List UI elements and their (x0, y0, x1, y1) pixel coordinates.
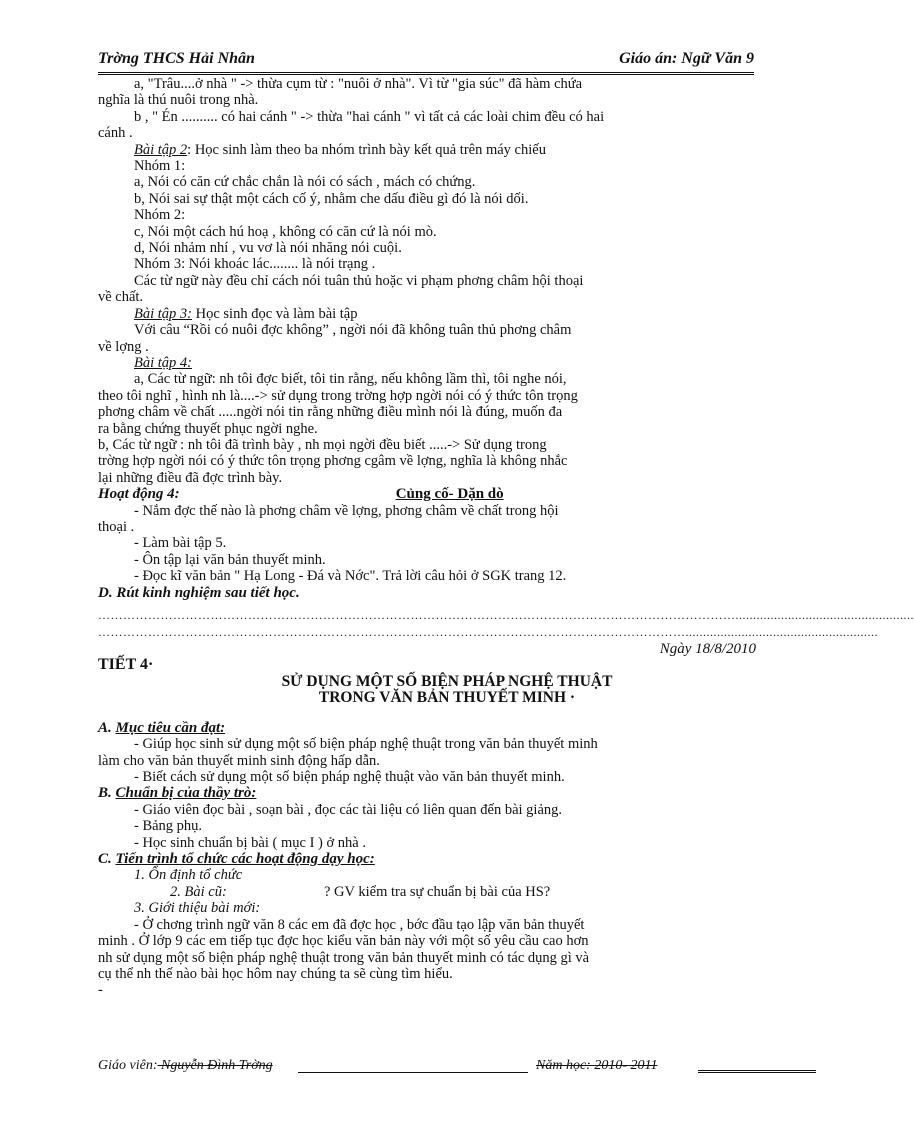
lesson-date: Ngày 18/8/2010 (659, 641, 756, 657)
text-line: về lợng . (98, 338, 149, 355)
text-line: theo tôi nghĩ , hình nh là....-> sử dụng trong trờng hợp ngời nói có ý thức tôn trọng (98, 387, 578, 404)
text-line: - Học sinh chuẩn bị bài ( mục I ) ở nhà . (134, 834, 366, 851)
lesson-title-line-2: TRONG VĂN BẢN THUYẾT MINH · (318, 688, 576, 706)
activity-4-title: Củng cố- Dặn dò (395, 486, 504, 503)
text-line: Các từ ngữ này đều chỉ cách nói tuân thủ hoặc vi phạm phơng châm hội thoại (134, 272, 584, 289)
exercise-2-text: : Học sinh làm theo ba nhóm trình bày kết quả trên máy chiếu (187, 141, 546, 158)
text-line: nh sử dụng một số biện pháp nghệ thuật trong văn bản thuyết minh có tác dụng gì và (98, 949, 590, 966)
text-line: phơng châm về chất .....ngời nói tin rằng những điều mình nói là đúng, muốn đa (98, 404, 563, 421)
text-line: b, Nói sai sự thật một cách cố ý, nhằm che dấu điều gì đó là nói dối. (134, 190, 529, 207)
activity-4 (98, 486, 756, 502)
text-line: - Nắm đợc thế nào là phơng châm về lợng, phơng châm về chất trong hội (134, 502, 559, 519)
activity-4-label: Hoạt động 4: (98, 486, 180, 503)
text-line: d, Nói nhảm nhí , vu vơ là nói nhăng nói cuội. (134, 240, 402, 257)
text-line: - Biết cách sử dụng một số biện pháp nghệ thuật vào văn bản thuyết minh. (134, 769, 565, 786)
text-line: cụ thể nh thế nào bài học hôm nay chúng ta sẽ cùng tìm hiểu. (98, 965, 453, 982)
text-line: Với câu “Rồi có nuôi đợc không” , ngời nói đã không tuân thủ phơng châm (134, 322, 572, 339)
section-b-title: Chuẩn bị của thầy trò: (115, 785, 257, 802)
text-line: lại những điều đã đợc trình bày. (98, 469, 283, 486)
exercise-2-label: Bài tập 2 (134, 141, 188, 158)
section-b-prefix: B. (98, 785, 116, 802)
teacher-name: Nguyễn Đình Trờng (157, 1058, 273, 1073)
exercise-3-label: Bài tập 3: (134, 305, 192, 322)
step-2 (98, 884, 756, 900)
text-line: về chất. (98, 289, 144, 306)
school-year (536, 1058, 657, 1074)
group-3-label: Nhóm 3: Nói khoác lác........ là nói trạng . (134, 256, 376, 273)
exercise-4-label: Bài tập 4: (134, 354, 192, 371)
footer-double-rule (698, 1070, 816, 1073)
section-b-heading (98, 785, 756, 801)
teacher-label: Giáo viên: (98, 1058, 158, 1073)
subject-label: Giáo án: Ngữ Văn 9 (619, 50, 754, 67)
text-line: - (98, 982, 103, 999)
dotted-line: ………………………………………………………………………………………………………………………………………................................................... (98, 608, 914, 622)
text-line: minh . Ở lớp 9 các em tiếp tục đợc học kiểu văn bản này với một số yêu cầu cao hơn (98, 933, 589, 950)
text-line: - Đọc kĩ văn bản " Hạ Long - Đá và Nớc". Trả lời câu hỏi ở SGK trang 12. (134, 568, 567, 585)
text-line: - Ở chơng trình ngữ văn 8 các em đã đợc học , bớc đầu tạo lập văn bản thuyết (134, 916, 585, 933)
step-1: 1. Ổn định tổ chức (134, 867, 243, 884)
teacher-info (98, 1058, 273, 1074)
section-a-prefix: A. (98, 719, 116, 736)
section-d-heading: D. Rút kinh nghiệm sau tiết học. (98, 584, 300, 601)
text-line: làm cho văn bản thuyết minh sinh động hấp dẫn. (98, 752, 380, 769)
text-line: thoại . (98, 518, 135, 535)
text-line: - Giáo viên đọc bài , soạn bài , đọc các tài liệu có liên quan đến bài giảng. (134, 801, 563, 818)
text-line: - Giúp học sinh sử dụng một số biện pháp nghệ thuật trong văn bản thuyết minh (134, 736, 598, 753)
year-label: Năm học: (536, 1058, 595, 1073)
text-line: a, Nói có căn cứ chắc chắn là nói có sách , mách có chứng. (134, 174, 476, 191)
text-line: ra bằng chứng thuyết phục ngời nghe. (98, 420, 318, 437)
document-body (98, 76, 914, 999)
page-header (98, 50, 754, 75)
page-footer (98, 1058, 816, 1080)
text-line: a, "Trâu....ở nhà " -> thừa cụm từ : "nuôi ở nhà". Vì từ "gia súc" đã hàm chứa (134, 76, 583, 92)
school-name: Trờng THCS Hải Nhân (98, 50, 255, 67)
section-c-prefix: C. (98, 851, 116, 868)
text-line: - Bảng phụ. (134, 818, 203, 835)
lesson-number: TIẾT 4· (98, 656, 154, 674)
exercise-4 (98, 355, 756, 371)
text-line: b, Các từ ngữ : nh tôi đã trình bày , nh mọi ngời đều biết .....-> Sử dụng trong (98, 436, 547, 453)
dotted-line: ……………………………………………………………………………………………………………………………....................................................... (98, 625, 878, 639)
step-2-label: 2. Bài cũ: (170, 883, 227, 900)
exercise-3-text: Học sinh đọc và làm bài tập (192, 305, 358, 322)
text-line: c, Nói một cách hú hoạ , không có căn cứ là nói mò. (134, 223, 437, 240)
step-2-text: ? GV kiểm tra sự chuẩn bị bài của HS? (324, 883, 551, 900)
step-3: 3. Giới thiệu bài mới: (134, 900, 261, 917)
text-line: - Ôn tập lại văn bản thuyết minh. (134, 551, 326, 568)
section-a-title: Mục tiêu cần đạt: (115, 719, 226, 736)
footer-rule (298, 1072, 528, 1073)
section-c-title: Tiến trình tổ chức các hoạt động dạy học: (115, 851, 375, 868)
section-c-heading (98, 851, 756, 867)
group-2-label: Nhóm 2: (134, 207, 186, 224)
exercise-2 (98, 142, 756, 158)
section-a-heading (98, 720, 756, 736)
text-line: b , " Én .......... có hai cánh " -> thừa "hai cánh " vì tất cả các loài chim đều có hai (134, 108, 605, 125)
text-line: a, Các từ ngữ: nh tôi đợc biết, tôi tin rằng, nếu không lầm thì, tôi nghe nói, (134, 371, 567, 388)
exercise-3 (98, 306, 756, 322)
lesson-title-line-1: SỬ DỤNG MỘT SỐ BIỆN PHÁP NGHỆ THUẬT (281, 672, 613, 690)
text-line: - Làm bài tập 5. (134, 535, 227, 552)
text-line: cánh . (98, 125, 133, 142)
year-value: 2010- 2011 (594, 1058, 658, 1073)
text-line: trờng hợp ngời nói có ý thức tôn trọng phơng cgâm về lợng, nghĩa là không nhắc (98, 453, 568, 470)
text-line: nghĩa là thú nuôi trong nhà. (98, 92, 259, 109)
group-1-label: Nhóm 1: (134, 158, 186, 175)
